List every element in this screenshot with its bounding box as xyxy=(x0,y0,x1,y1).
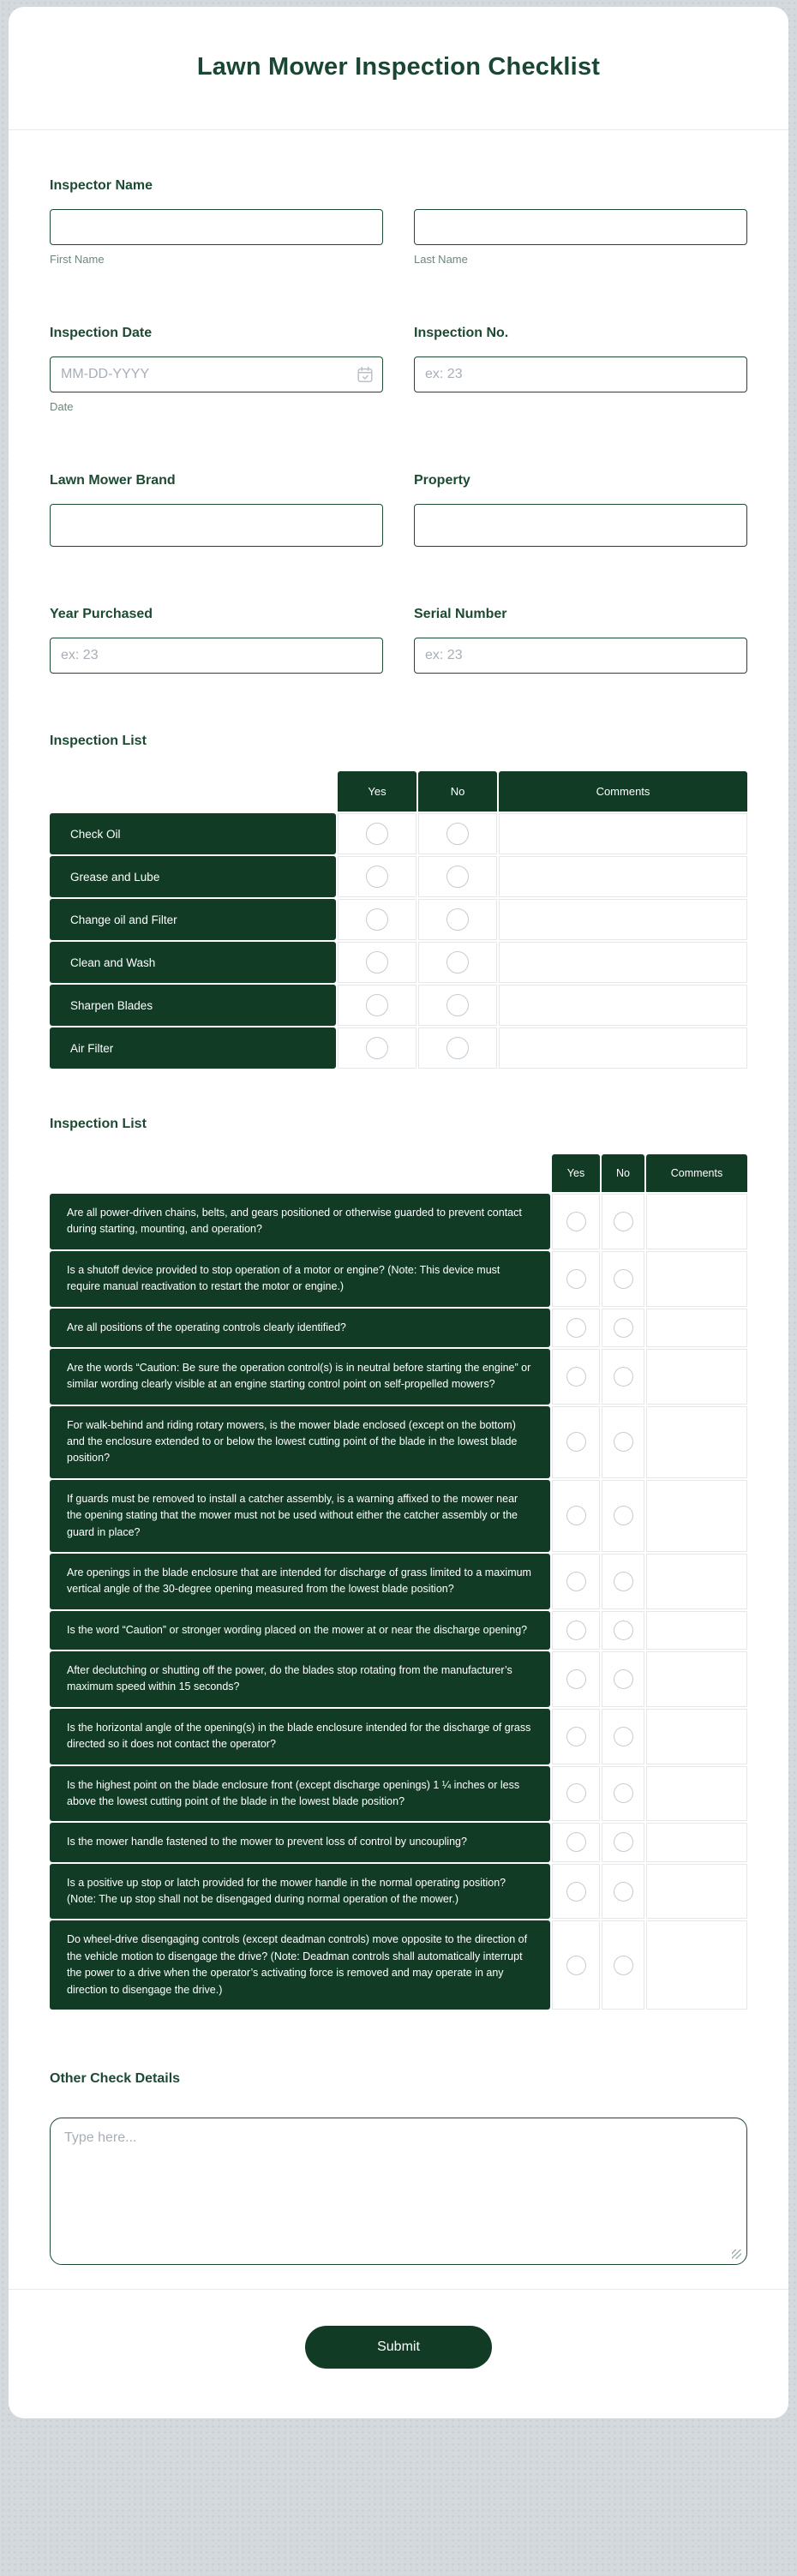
no-cell xyxy=(602,1251,644,1307)
yes-cell xyxy=(552,1480,600,1552)
comment-cell[interactable] xyxy=(646,1864,747,1920)
row-label: Sharpen Blades xyxy=(50,985,336,1026)
yes-cell xyxy=(552,1349,600,1405)
inspection-list-2-title: Inspection List xyxy=(50,1117,147,1131)
radio-yes[interactable] xyxy=(566,1620,586,1640)
yes-cell xyxy=(552,1864,600,1920)
no-cell xyxy=(602,1920,644,2010)
radio-no[interactable] xyxy=(446,823,469,845)
table-corner-spacer xyxy=(50,1154,550,1192)
lawn-mower-brand-label: Lawn Mower Brand xyxy=(50,473,176,488)
column-header-no: No xyxy=(418,771,497,812)
yes-cell xyxy=(338,856,416,897)
comment-cell[interactable] xyxy=(646,1651,747,1707)
serial-number-group xyxy=(414,607,747,674)
row-question: Do wheel-drive disengaging controls (except deadman controls) move opposite to the direction of the vehicle motion to disengage the drive? (Note: Deadman controls shall automatically interrupt the power to a drive when the operator’s activating force is removed and may operate in any direction to disengage the drive.) xyxy=(50,1920,550,2010)
comment-cell[interactable] xyxy=(646,1309,747,1347)
comment-cell[interactable] xyxy=(646,1349,747,1405)
radio-no[interactable] xyxy=(614,1783,633,1803)
radio-yes[interactable] xyxy=(366,1037,388,1059)
brand-group xyxy=(50,473,383,547)
radio-yes[interactable] xyxy=(366,994,388,1016)
yes-cell xyxy=(552,1920,600,2010)
radio-no[interactable] xyxy=(614,1832,633,1852)
column-header-comments: Comments xyxy=(499,771,747,812)
no-cell xyxy=(602,1194,644,1249)
no-cell xyxy=(418,985,497,1026)
comment-cell[interactable] xyxy=(646,1554,747,1609)
comment-cell[interactable] xyxy=(646,1611,747,1650)
radio-no[interactable] xyxy=(446,866,469,888)
year-purchased-label: Year Purchased xyxy=(50,607,153,621)
radio-yes[interactable] xyxy=(366,951,388,973)
radio-no[interactable] xyxy=(614,1318,633,1338)
first-name-sublabel: First Name xyxy=(50,253,105,266)
last-name-sublabel: Last Name xyxy=(414,253,468,266)
other-check-details-label: Other Check Details xyxy=(50,2070,181,2086)
inspection-table-1 xyxy=(50,771,747,1069)
row-label: Clean and Wash xyxy=(50,942,336,983)
radio-yes[interactable] xyxy=(566,1269,586,1289)
no-cell xyxy=(602,1864,644,1920)
property-group xyxy=(414,473,747,547)
row-question: Is a positive up stop or latch provided for the mower handle in the normal operating position? (Note: The up stop shall not be disengaged during normal operation of the mower.) xyxy=(50,1864,550,1920)
section-year-serial xyxy=(50,607,747,674)
radio-yes[interactable] xyxy=(566,1367,586,1387)
row-question: After declutching or shutting off the power, do the blades stop rotating from the manufacturer’s maximum speed within 15 seconds? xyxy=(50,1651,550,1707)
radio-no[interactable] xyxy=(614,1367,633,1387)
yes-cell xyxy=(552,1823,600,1861)
row-question: Are all power-driven chains, belts, and gears positioned or otherwise guarded to prevent contact during starting, mounting, and operation? xyxy=(50,1194,550,1249)
row-question: For walk-behind and riding rotary mowers, is the mower blade enclosed (except on the bottom) and the enclosure extended to or below the lowest cutting point of the blade in the lowest blade position? xyxy=(50,1406,550,1478)
row-question: Are openings in the blade enclosure that are intended for discharge of grass limited to a maximum vertical angle of the 30-degree opening measured from the lowest blade position? xyxy=(50,1554,550,1609)
no-cell xyxy=(602,1823,644,1861)
comment-cell[interactable] xyxy=(499,813,747,854)
row-question: Is the horizontal angle of the opening(s) in the blade enclosure intended for the discharge of grass directed so it does not contact the operator? xyxy=(50,1709,550,1764)
row-label: Air Filter xyxy=(50,1027,336,1069)
property-label: Property xyxy=(414,473,470,488)
submit-button[interactable]: Submit xyxy=(305,2326,492,2369)
no-cell xyxy=(602,1611,644,1650)
radio-yes[interactable] xyxy=(566,1727,586,1746)
year-purchased-group xyxy=(50,607,383,674)
no-cell xyxy=(602,1406,644,1478)
yes-cell xyxy=(552,1611,600,1650)
column-header-no: No xyxy=(602,1154,644,1192)
radio-no[interactable] xyxy=(614,1727,633,1746)
radio-no[interactable] xyxy=(614,1212,633,1231)
yes-cell xyxy=(552,1554,600,1609)
form-card xyxy=(9,7,788,2418)
no-cell xyxy=(602,1554,644,1609)
inspection-table-2 xyxy=(50,1154,747,2010)
radio-yes[interactable] xyxy=(566,1832,586,1852)
yes-cell xyxy=(338,1027,416,1069)
row-question: Is a shutoff device provided to stop operation of a motor or engine? (Note: This device must require manual reactivation to restart the motor or engine.) xyxy=(50,1251,550,1307)
no-cell xyxy=(418,1027,497,1069)
comment-cell[interactable] xyxy=(646,1823,747,1861)
row-question: Are all positions of the operating controls clearly identified? xyxy=(50,1309,550,1347)
calendar-check-icon[interactable] xyxy=(356,365,375,384)
inspection-date-input[interactable] xyxy=(50,356,383,392)
comment-cell[interactable] xyxy=(499,856,747,897)
section-inspector-name xyxy=(50,178,747,266)
radio-no[interactable] xyxy=(614,1269,633,1289)
row-question: Are the words “Caution: Be sure the operation control(s) is in neutral before starting the engine” or similar wording clearly visible at an engine starting control point on self-propelled mowers? xyxy=(50,1349,550,1405)
yes-cell xyxy=(552,1651,600,1707)
radio-no[interactable] xyxy=(446,994,469,1016)
section-date-number xyxy=(50,326,747,413)
row-question: If guards must be removed to install a catcher assembly, is a warning affixed to the mower near the opening stating that the mower must not be used without either the catcher assembly or the guard in place? xyxy=(50,1480,550,1552)
comment-cell[interactable] xyxy=(646,1194,747,1249)
radio-yes[interactable] xyxy=(566,1783,586,1803)
no-cell xyxy=(602,1651,644,1707)
yes-cell xyxy=(552,1194,600,1249)
lawn-mower-brand-input[interactable] xyxy=(50,504,383,547)
comment-cell[interactable] xyxy=(646,1251,747,1307)
no-cell xyxy=(418,813,497,854)
form-body xyxy=(9,178,788,2265)
no-cell xyxy=(602,1349,644,1405)
no-cell xyxy=(418,856,497,897)
section-inspection-list-2 xyxy=(50,1117,747,2010)
row-question: Is the mower handle fastened to the mower to prevent loss of control by uncoupling? xyxy=(50,1823,550,1861)
radio-no[interactable] xyxy=(446,908,469,931)
last-name-group xyxy=(414,209,747,266)
last-name-input[interactable] xyxy=(414,209,747,245)
table-corner-spacer xyxy=(50,771,336,812)
yes-cell xyxy=(338,942,416,983)
radio-no[interactable] xyxy=(614,1572,633,1591)
yes-cell xyxy=(552,1709,600,1764)
yes-cell xyxy=(338,813,416,854)
radio-no[interactable] xyxy=(614,1620,633,1640)
inspection-date-group xyxy=(50,326,383,413)
first-name-group xyxy=(50,209,383,266)
comment-cell[interactable] xyxy=(646,1406,747,1478)
other-check-details-textarea[interactable] xyxy=(50,2118,747,2265)
row-label: Grease and Lube xyxy=(50,856,336,897)
inspection-list-1-title: Inspection List xyxy=(50,734,147,748)
radio-no[interactable] xyxy=(446,1037,469,1059)
row-question: Is the highest point on the blade enclosure front (except discharge openings) 1 ¼ inches or less above the lowest cutting point of the blade in the lowest blade position? xyxy=(50,1766,550,1822)
page-title: Lawn Mower Inspection Checklist xyxy=(196,53,601,81)
radio-no[interactable] xyxy=(446,951,469,973)
no-cell xyxy=(602,1480,644,1552)
row-label: Check Oil xyxy=(50,813,336,854)
form-header xyxy=(9,7,788,130)
column-header-comments: Comments xyxy=(646,1154,747,1192)
yes-cell xyxy=(552,1766,600,1822)
comment-cell[interactable] xyxy=(499,1027,747,1069)
no-cell xyxy=(418,899,497,940)
inspector-name-label: Inspector Name xyxy=(50,178,153,193)
section-other-check-details xyxy=(50,2071,747,2265)
radio-no[interactable] xyxy=(614,1882,633,1902)
radio-no[interactable] xyxy=(614,1506,633,1525)
radio-yes[interactable] xyxy=(566,1956,586,1975)
radio-yes[interactable] xyxy=(366,866,388,888)
section-inspection-list-1 xyxy=(50,734,747,1069)
comment-cell[interactable] xyxy=(646,1920,747,2010)
inspection-no-input[interactable] xyxy=(414,356,747,392)
row-label: Change oil and Filter xyxy=(50,899,336,940)
radio-yes[interactable] xyxy=(366,908,388,931)
form-footer xyxy=(9,2290,788,2418)
comment-cell[interactable] xyxy=(499,899,747,940)
yes-cell xyxy=(338,899,416,940)
radio-yes[interactable] xyxy=(566,1318,586,1338)
radio-no[interactable] xyxy=(614,1956,633,1975)
inspection-no-label: Inspection No. xyxy=(414,326,509,340)
inspection-no-group xyxy=(414,326,747,413)
serial-number-input[interactable] xyxy=(414,638,747,674)
no-cell xyxy=(602,1709,644,1764)
property-input[interactable] xyxy=(414,504,747,547)
year-purchased-input[interactable] xyxy=(50,638,383,674)
radio-yes[interactable] xyxy=(566,1572,586,1591)
yes-cell xyxy=(552,1406,600,1478)
yes-cell xyxy=(552,1309,600,1347)
radio-yes[interactable] xyxy=(366,823,388,845)
serial-number-label: Serial Number xyxy=(414,607,507,621)
radio-yes[interactable] xyxy=(566,1882,586,1902)
radio-yes[interactable] xyxy=(566,1669,586,1689)
inspection-date-label: Inspection Date xyxy=(50,326,153,340)
comment-cell[interactable] xyxy=(646,1480,747,1552)
comment-cell[interactable] xyxy=(499,942,747,983)
no-cell xyxy=(602,1309,644,1347)
row-question: Is the word “Caution” or stronger wording placed on the mower at or near the discharge opening? xyxy=(50,1611,550,1650)
yes-cell xyxy=(338,985,416,1026)
column-header-yes: Yes xyxy=(552,1154,600,1192)
comment-cell[interactable] xyxy=(646,1766,747,1822)
no-cell xyxy=(602,1766,644,1822)
no-cell xyxy=(418,942,497,983)
comment-cell[interactable] xyxy=(646,1709,747,1764)
radio-yes[interactable] xyxy=(566,1212,586,1231)
first-name-input[interactable] xyxy=(50,209,383,245)
column-header-yes: Yes xyxy=(338,771,416,812)
comment-cell[interactable] xyxy=(499,985,747,1026)
radio-yes[interactable] xyxy=(566,1432,586,1452)
yes-cell xyxy=(552,1251,600,1307)
radio-no[interactable] xyxy=(614,1432,633,1452)
inspection-date-sublabel: Date xyxy=(50,400,74,413)
radio-no[interactable] xyxy=(614,1669,633,1689)
radio-yes[interactable] xyxy=(566,1506,586,1525)
section-brand-property xyxy=(50,473,747,547)
